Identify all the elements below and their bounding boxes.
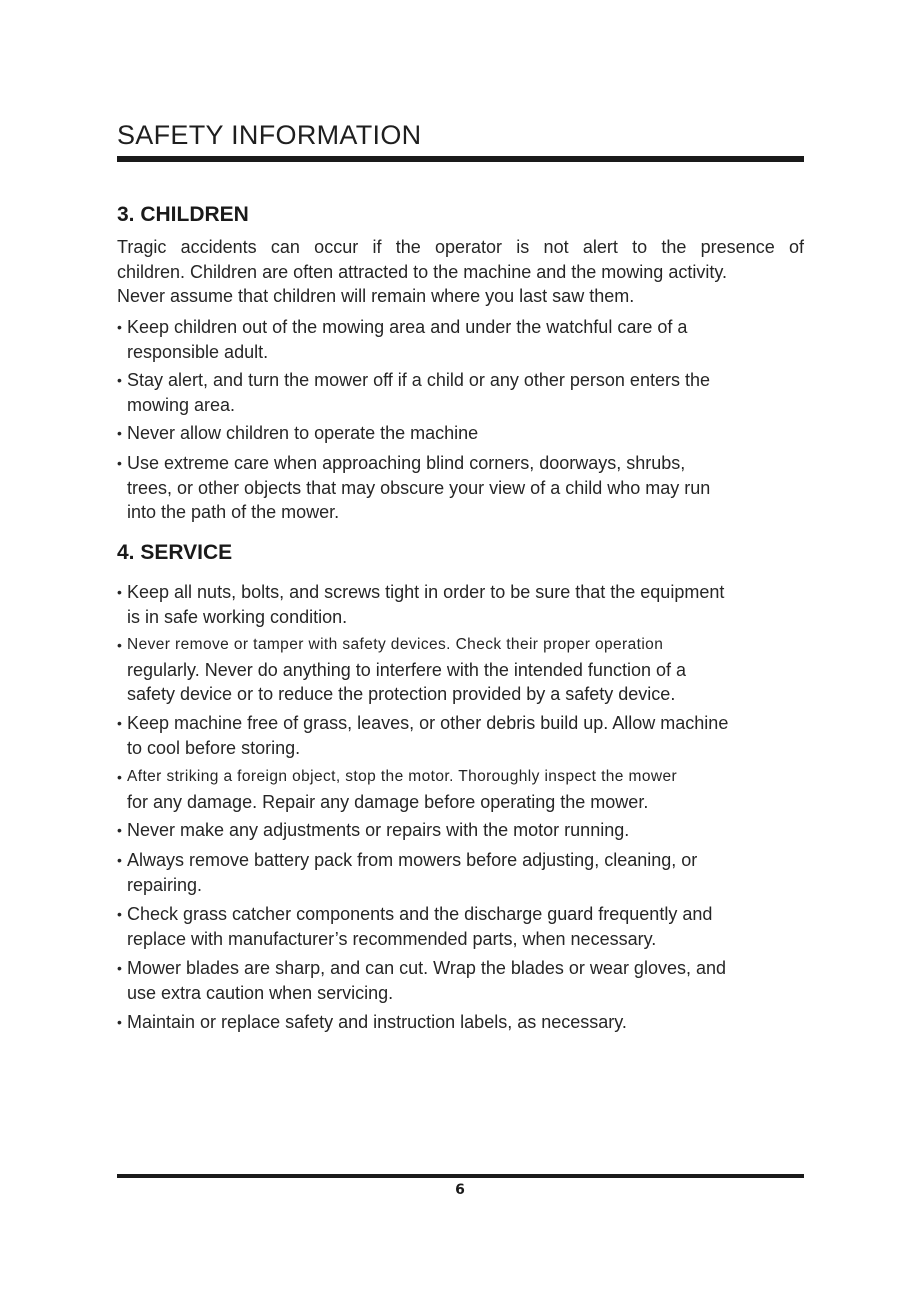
bullet-line: use extra caution when servicing. (127, 982, 394, 1003)
service-bullet-item (117, 902, 807, 951)
bullet-line: Stay alert, and turn the mower off if a child or any other person enters the (127, 370, 710, 390)
bullet-line: Mower blades are sharp, and can cut. Wrap the blades or wear gloves, and (127, 958, 727, 978)
service-bullet-item (117, 1010, 807, 1035)
bullet-dot-icon: • (117, 584, 122, 600)
service-bullet-item (117, 580, 807, 629)
children-bullet-item (117, 315, 807, 364)
footer-divider (117, 1174, 804, 1178)
children-bullet-item (117, 421, 807, 446)
bullet-line: into the path of the mower. (127, 502, 340, 522)
header-divider (117, 156, 804, 162)
bullet-line: Use extreme care when approaching blind corners, doorways, shrubs, (127, 453, 686, 473)
bullet-dot-icon: • (117, 769, 122, 785)
bullet-line: Check grass catcher components and the discharge guard frequently and (127, 904, 713, 924)
bullet-dot-icon: • (117, 637, 122, 653)
page-number: 6 (455, 1182, 465, 1198)
bullet-line: regularly. Never do anything to interfere with the intended function of a (127, 659, 687, 680)
bullet-dot-icon: • (117, 455, 122, 471)
bullet-line: to cool before storing. (127, 737, 301, 758)
bullet-line: Maintain or replace safety and instruction labels, as necessary. (127, 1012, 627, 1032)
bullet-line: Keep children out of the mowing area and under the watchful care of a (127, 317, 688, 337)
service-bullet-item (117, 711, 807, 760)
bullet-dot-icon: • (117, 372, 122, 388)
bullet-line: mowing area. (127, 394, 236, 415)
service-bullet-item (117, 848, 807, 897)
bullet-line: for any damage. Repair any damage before operating the mower. (127, 791, 649, 812)
bullet-line: safety device or to reduce the protection provided by a safety device. (127, 684, 676, 704)
service-bullet-item (117, 765, 807, 814)
bullet-dot-icon: • (117, 960, 122, 976)
bullet-dot-icon: • (117, 852, 122, 868)
section-heading-children: 3. CHILDREN (117, 203, 249, 226)
bullet-dot-icon: • (117, 425, 122, 441)
section-heading-service: 4. SERVICE (117, 541, 233, 564)
children-intro-line: Never assume that children will remain where you last saw them. (117, 286, 635, 306)
bullet-line: Never allow children to operate the machine (127, 423, 479, 443)
bullet-line: is in safe working condition. (127, 606, 348, 627)
bullet-line: Never remove or tamper with safety devices. Check their proper operation (127, 636, 664, 653)
bullet-dot-icon: • (117, 906, 122, 922)
service-bullet-item (117, 633, 807, 707)
children-bullet-item (117, 451, 807, 525)
service-bullet-item (117, 818, 807, 843)
bullet-dot-icon: • (117, 822, 122, 838)
children-bullet-item (117, 368, 807, 417)
bullet-line: Never make any adjustments or repairs with the motor running. (127, 820, 630, 840)
bullet-line: replace with manufacturer’s recommended parts, when necessary. (127, 928, 657, 949)
bullet-line: After striking a foreign object, stop the motor. Thoroughly inspect the mower (127, 768, 678, 785)
bullet-dot-icon: • (117, 1014, 122, 1030)
bullet-line: repairing. (127, 874, 203, 895)
bullet-dot-icon: • (117, 319, 122, 335)
bullet-dot-icon: • (117, 715, 122, 731)
children-intro-line: children. Children are often attracted to the machine and the mowing activity. (117, 262, 727, 282)
bullet-line: Keep machine free of grass, leaves, or other debris build up. Allow machine (127, 713, 729, 733)
bullet-line: trees, or other objects that may obscure your view of a child who may run (127, 477, 711, 498)
page-title: SAFETY INFORMATION (117, 120, 422, 150)
service-bullet-item (117, 956, 807, 1005)
bullet-line: Keep all nuts, bolts, and screws tight in order to be sure that the equipment (127, 582, 725, 602)
bullet-line: responsible adult. (127, 341, 269, 362)
bullet-line: Always remove battery pack from mowers before adjusting, cleaning, or (127, 850, 698, 870)
children-intro-line: Tragic accidents can occur if the operator is not alert to the presence of (117, 237, 804, 257)
